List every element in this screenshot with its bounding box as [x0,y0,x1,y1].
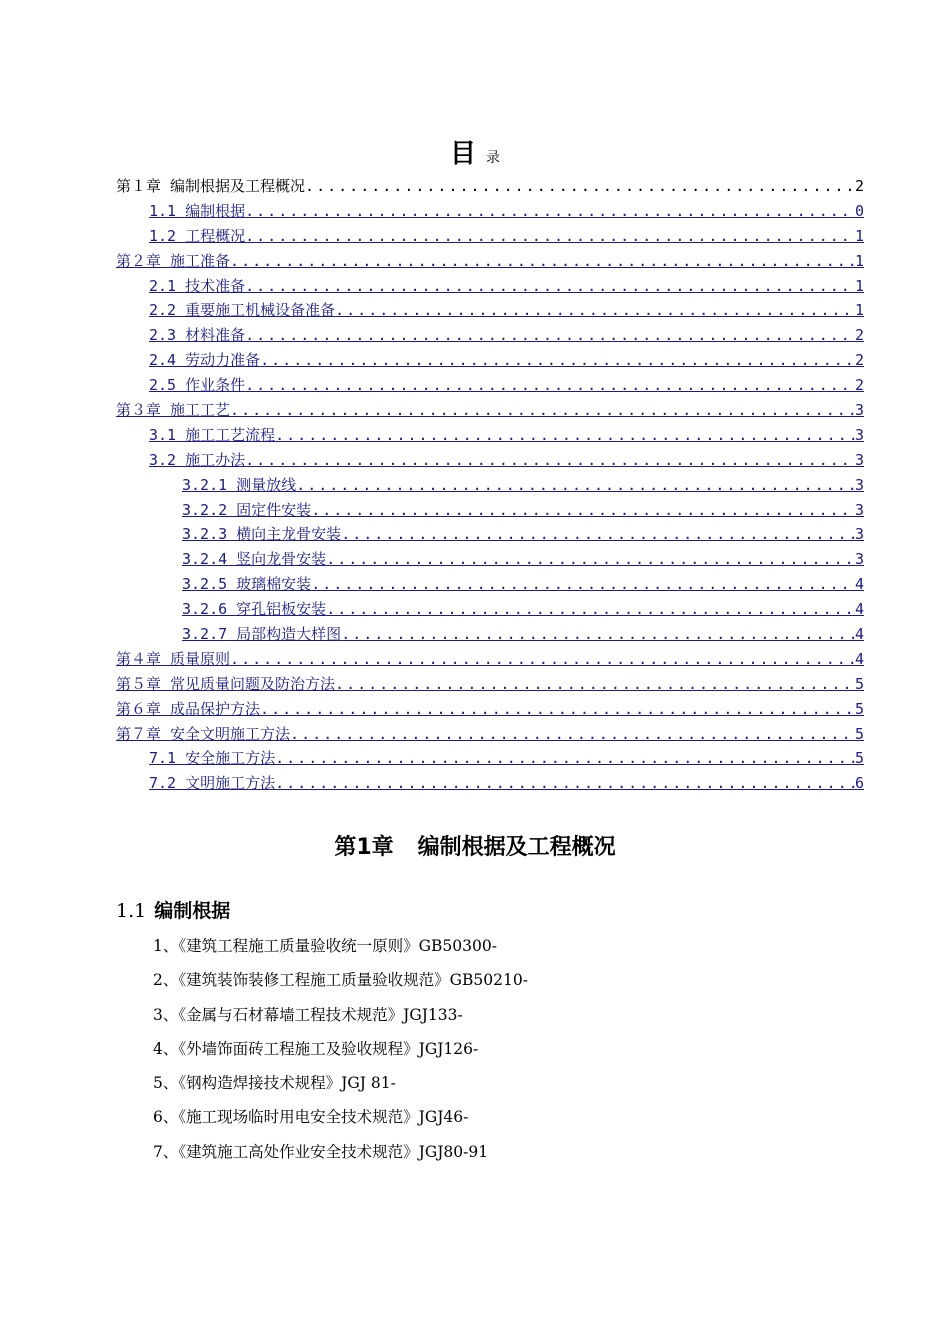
reference-item: 4、《外墙饰面砖工程施工及验收规程》JGJ126- [153,1039,479,1058]
toc-entry-label: 第７章 安全文明施工方法 [116,724,291,743]
toc-entry-page: 1 [854,251,864,270]
toc-entry[interactable] [116,648,864,673]
toc-leader-dots [326,600,855,618]
table-of-contents [116,175,864,797]
toc-entry[interactable] [116,349,864,374]
toc-heading [0,133,950,170]
toc-leader-dots [311,501,855,519]
toc-leader-dots [230,252,855,270]
toc-entry-label: 第６章 成品保护方法 [116,699,261,718]
toc-entry-label: 第４章 质量原则 [116,649,231,668]
reference-list [153,934,873,1174]
reference-item: 5、《钢构造焊接技术规程》JGJ 81- [153,1074,396,1093]
chapter-number: 第1章 [334,835,394,860]
toc-leader-dots [245,376,855,394]
toc-entry-label: 3.2.3 横向主龙骨安装 [182,525,342,544]
toc-entry-page: 0 [854,201,864,220]
toc-leader-dots [296,476,855,494]
toc-entry-page: 3 [854,475,864,494]
toc-leader-dots [245,326,855,344]
toc-entry-label: 1.2 工程概况 [149,226,246,245]
toc-entry-label: 2.3 材料准备 [149,326,246,345]
toc-entry-label: 7.2 文明施工方法 [149,774,276,793]
toc-leader-dots [341,525,855,543]
toc-leader-dots [245,227,855,245]
toc-entry-page: 2 [854,326,864,345]
toc-entry-page: 5 [854,699,864,718]
toc-leader-dots [311,575,855,593]
toc-entry-page: 4 [854,649,864,668]
reference-item: 6、《施工现场临时用电安全技术规范》JGJ46- [153,1108,469,1127]
toc-entry[interactable] [116,225,864,250]
toc-entry-page: 4 [854,625,864,644]
toc-entry[interactable] [116,673,864,698]
toc-entry[interactable] [116,324,864,349]
toc-leader-dots [260,351,855,369]
toc-leader-dots [260,700,855,718]
toc-entry-page: 4 [854,600,864,619]
toc-entry-label: 第３章 施工工艺 [116,401,231,420]
toc-entry-page: 3 [854,500,864,519]
toc-entry[interactable] [116,175,864,200]
toc-entry-page: 1 [854,301,864,320]
toc-entry-page: 2 [854,376,864,395]
toc-entry-page: 5 [854,749,864,768]
toc-entry-label: 2.2 重要施工机械设备准备 [149,301,336,320]
toc-entry-label: 3.1 施工工艺流程 [149,425,276,444]
toc-entry-label: 3.2.4 竖向龙骨安装 [182,550,327,569]
toc-entry-label: 7.1 安全施工方法 [149,749,276,768]
toc-leader-dots [335,301,855,319]
toc-leader-dots [275,426,855,444]
toc-entry[interactable] [116,200,864,225]
toc-entry-label: 第５章 常见质量问题及防治方法 [116,674,336,693]
toc-entry[interactable] [116,250,864,275]
toc-entry-page: 1 [854,276,864,295]
toc-entry-label: 2.4 劳动力准备 [149,351,261,370]
toc-entry-page: 3 [854,401,864,420]
toc-entry[interactable] [116,523,864,548]
toc-entry-page: 5 [854,724,864,743]
toc-entry-label: 1.1 编制根据 [149,201,246,220]
toc-entry-page: 3 [854,425,864,444]
toc-entry-page: 3 [854,450,864,469]
toc-entry-page: 4 [854,575,864,594]
toc-entry-page: 5 [854,674,864,693]
toc-leader-dots [335,675,855,693]
toc-entry-label: 2.5 作业条件 [149,376,246,395]
toc-entry[interactable] [116,772,864,797]
toc-entry[interactable] [116,723,864,748]
toc-entry-label: 2.1 技术准备 [149,276,246,295]
reference-item: 3、《金属与石材幕墙工程技术规范》JGJ133- [153,1005,463,1024]
toc-heading-suffix: 录 [486,150,500,166]
toc-entry[interactable] [116,598,864,623]
toc-entry-page: 6 [854,774,864,793]
reference-item: 1、《建筑工程施工质量验收统一原则》GB50300- [153,937,497,955]
toc-entry[interactable] [116,573,864,598]
toc-entry-label: 3.2.7 局部构造大样图 [182,625,342,644]
toc-entry-label: 3.2.2 固定件安装 [182,500,312,519]
toc-leader-dots [275,774,855,792]
toc-leader-dots [290,725,855,743]
toc-leader-dots [326,550,855,568]
toc-entry-page: 1 [854,226,864,245]
toc-entry[interactable] [116,374,864,399]
toc-entry[interactable] [116,747,864,772]
toc-entry-page: 2 [854,351,864,370]
toc-leader-dots [230,650,855,668]
toc-entry-page: 2 [854,177,864,195]
toc-leader-dots [245,277,855,295]
toc-entry-label: 3.2.1 测量放线 [182,475,297,494]
section-title-text: 编制根据 [154,900,231,922]
section-number: 1.1 [116,900,147,922]
toc-entry-label: 3.2 施工办法 [149,450,246,469]
toc-entry[interactable] [116,449,864,474]
chapter-title-text: 编制根据及工程概况 [417,835,616,860]
toc-heading-main: 目 [449,139,476,169]
toc-entry-label: 3.2.6 穿孔铝板安装 [182,600,327,619]
reference-item: 7、《建筑施工高处作业安全技术规范》JGJ80-91 [153,1142,489,1161]
toc-leader-dots [230,401,855,419]
toc-entry-page: 3 [854,550,864,569]
toc-entry-page: 3 [854,525,864,544]
toc-entry[interactable] [116,698,864,723]
toc-entry[interactable] [116,424,864,449]
toc-entry[interactable] [116,275,864,300]
toc-leader-dots [275,749,855,767]
toc-entry[interactable] [116,399,864,424]
section-heading [116,896,230,923]
reference-item: 2、《建筑装饰装修工程施工质量验收规范》GB50210- [153,971,528,990]
toc-entry-label: 第２章 施工准备 [116,251,231,270]
toc-entry[interactable] [116,474,864,499]
toc-leader-dots [245,202,855,220]
toc-leader-dots [305,177,855,195]
chapter-heading [0,830,950,861]
toc-entry-label: 第１章 编制根据及工程概况 [116,177,306,195]
toc-leader-dots [245,451,855,469]
toc-entry[interactable] [116,499,864,524]
toc-entry-label: 3.2.5 玻璃棉安装 [182,575,312,594]
toc-entry[interactable] [116,299,864,324]
toc-entry[interactable] [116,623,864,648]
toc-entry[interactable] [116,548,864,573]
toc-leader-dots [341,625,855,643]
